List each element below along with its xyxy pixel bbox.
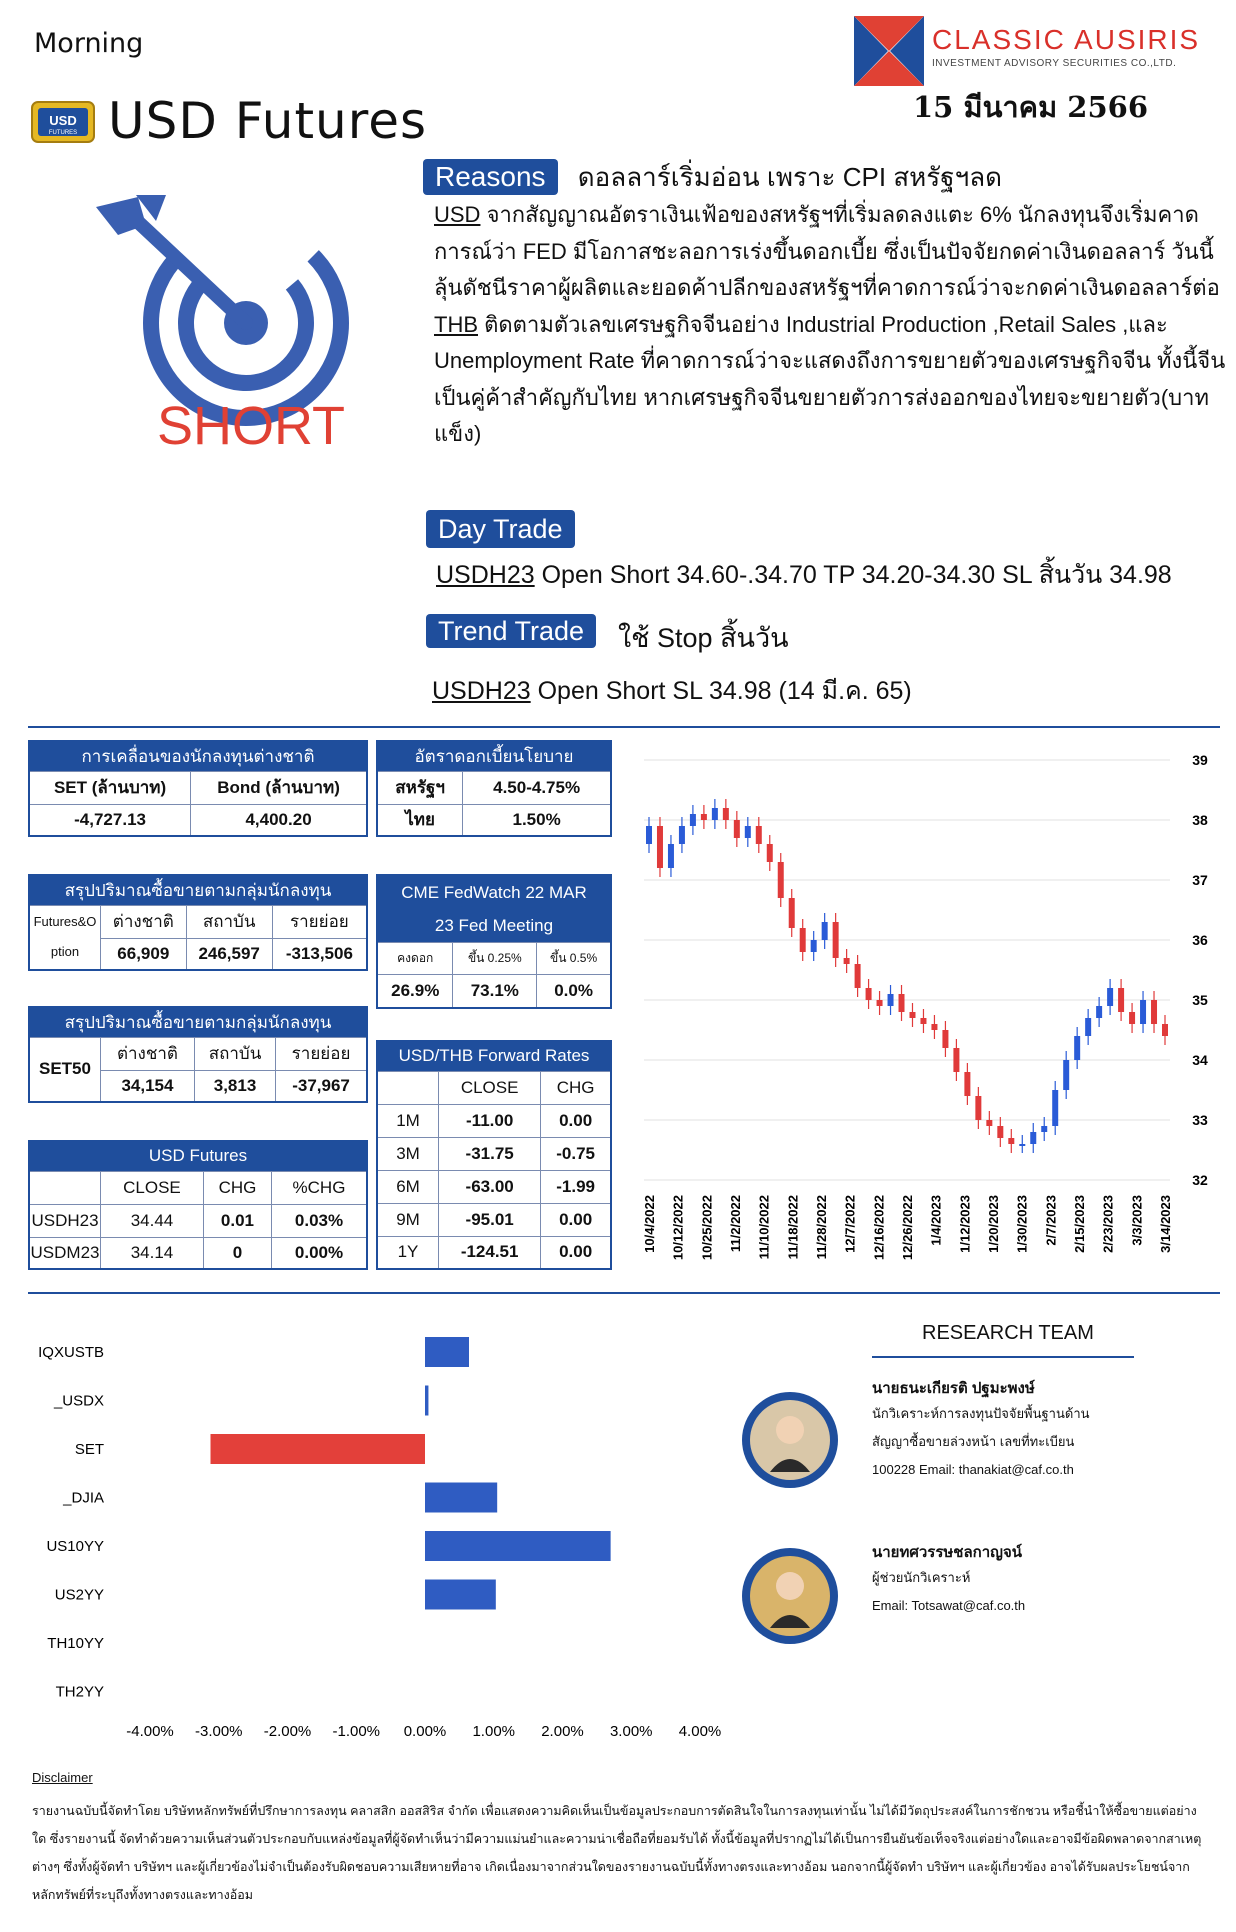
x-tick-label: 11/18/2022 (785, 1195, 801, 1260)
candle-body (1162, 1024, 1168, 1036)
usdthb-candlestick-chart (630, 740, 1230, 1280)
disclaimer-text: รายงานฉบับนี้จัดทำโดย บริษัทหลักทรัพย์ที่ปรึกษาการลงทุน คลาสสิก ออสสิริส จำกัด เพื่อแสดงความคิดเห็นเป็นข้อมูลประกอบการตัดสินใจในการลงทุนเท่านั้น ไม่ได้มีวัตถุประสงค์ในการชักชวน หรือชี้นำให้ซื้อขายแต่อย่างใด ซึ่งรายงานนี้ จัดทำด้วยความเห็นส่วนตัวประกอบกับแหล่งข้อมูลที่ผู้จัดทำเห็นว่ามีความแม่นยำและความน่าเชื่อถือที่ยอมรับได้ ทั้งนี้ข้อมูลที่ปรากฏไม่ได้เป็นการยืนยันข้อเท็จจริงแต่อย่างใดและอาจมีข้อผิดพลาดจากสาเหตุต่างๆ ซึ่งทั้งผู้จัดทำ บริษัทฯ และผู้เกี่ยวข้องไม่จำเป็นต้องรับผิดชอบความเสียหายที่อาจ เกิดเนื่องมาจากส่วนใดของรายงานฉบับนี้ทั้งทางตรงและทางอ้อม นอกจากนี้ผู้จัดทำ บริษัทฯ และผู้เกี่ยวข้อง อาจได้รับผลประโยชน์จากหลักทรัพย์ที่ระบุถึงทั้งทางตรงและทางอ้อม (32, 1804, 1202, 1902)
divider-mid (28, 1292, 1220, 1294)
candle-body (975, 1096, 981, 1120)
usd-reason (434, 197, 1234, 307)
futures-flow-label (29, 905, 101, 970)
day-trade-text: Open Short 34.60-.34.70 TP 34.20-34.30 SL สิ้นวัน 34.98 (534, 561, 1172, 589)
candle-body (1052, 1090, 1058, 1126)
bar (211, 1434, 426, 1464)
reasons-body (434, 197, 1234, 453)
candle-body (953, 1048, 959, 1072)
forward-h2: CHG (541, 1071, 611, 1104)
candle-body (778, 862, 784, 898)
trend-trade-line (432, 671, 912, 711)
x-tick-label: 10/25/2022 (699, 1195, 715, 1261)
candle-body (734, 820, 740, 838)
bar (425, 1483, 497, 1513)
candle-body (1019, 1144, 1025, 1146)
futures-flow-h3: รายย่อย (272, 905, 367, 938)
fedwatch-h1: คงดอก (377, 943, 453, 975)
analyst-1-line3: 100228 Email: thanakiat@caf.co.th (872, 1462, 1074, 1477)
usd-futures-sym: USDH23 (29, 1204, 101, 1237)
forward-tenor: 6M (377, 1170, 439, 1203)
forward-tenor: 9M (377, 1203, 439, 1236)
category-label: TH2YY (55, 1683, 104, 1701)
x-tick-label: 1.00% (472, 1723, 516, 1740)
y-tick-label: 35 (1192, 992, 1208, 1008)
trend-trade-tag: Trend Trade (426, 614, 596, 648)
forward-close: -63.00 (439, 1170, 541, 1203)
x-tick-label: 3/14/2023 (1158, 1195, 1173, 1253)
analyst-2-card (872, 1540, 1025, 1620)
category-label: TH10YY (47, 1635, 104, 1652)
policy-rate-r1-label: สหรัฐฯ (377, 771, 463, 804)
brand-subtitle: INVESTMENT ADVISORY SECURITIES CO.,LTD. (932, 58, 1177, 69)
candle-body (1096, 1006, 1102, 1018)
candle-body (745, 826, 751, 838)
x-tick-label: 2/7/2023 (1043, 1195, 1059, 1246)
x-tick-label: 1/4/2023 (928, 1195, 944, 1246)
futures-flow-label-bottom: ption (50, 944, 80, 960)
fedwatch-title1: CME FedWatch 22 MAR (401, 883, 587, 902)
day-trade-line (436, 555, 1172, 595)
trend-trade-header (426, 614, 596, 648)
x-tick-label: 11/2/2022 (728, 1195, 743, 1253)
futures-flow-v3: -313,506 (272, 938, 367, 970)
candle-body (712, 808, 718, 820)
foreign-flow-v1: -4,727.13 (29, 804, 191, 836)
fedwatch-h2: ขึ้น 0.25% (453, 943, 537, 975)
brand-logo-icon (854, 16, 924, 90)
usd-futures-chg: 0 (203, 1237, 271, 1269)
category-label: _DJIA (63, 1489, 104, 1507)
futures-flow-v1: 66,909 (101, 938, 187, 970)
foreign-flow-table (28, 740, 368, 837)
day-trade-tag: Day Trade (426, 510, 575, 548)
bar (425, 1337, 469, 1367)
day-trade-header (426, 510, 575, 548)
policy-rate-r2-label: ไทย (377, 804, 463, 836)
forward-tenor: 3M (377, 1137, 439, 1170)
fedwatch-h3: ขึ้น 0.5% (537, 943, 611, 975)
analyst-1-line1: นักวิเคราะห์การลงทุนปัจจัยพื้นฐานด้าน (872, 1406, 1090, 1421)
fedwatch-title (377, 875, 611, 943)
x-tick-label: 3/3/2023 (1129, 1195, 1145, 1246)
usd-futures-h1: CLOSE (101, 1171, 204, 1204)
set50-h2: สถาบัน (194, 1037, 275, 1070)
usd-futures-pct: 0.03% (271, 1204, 367, 1237)
candle-body (942, 1030, 948, 1048)
x-tick-label: 0.00% (403, 1723, 447, 1740)
candle-body (1107, 988, 1113, 1006)
forward-close: -124.51 (439, 1236, 541, 1269)
candle-body (668, 844, 674, 868)
usd-futures-chg: 0.01 (203, 1204, 271, 1237)
set50-flow-table (28, 1006, 368, 1103)
category-label: SET (74, 1441, 104, 1458)
candle-body (855, 964, 861, 988)
divider-top (28, 726, 1220, 728)
category-label: IQXUSTB (38, 1344, 104, 1361)
x-tick-label: 2/23/2023 (1100, 1195, 1116, 1253)
research-team-title: RESEARCH TEAM (922, 1322, 1094, 1344)
reasons-headline: ดอลลาร์เริ่มอ่อน เพราะ CPI สหรัฐฯลด (577, 162, 1003, 192)
usd-futures-badge-icon (30, 98, 96, 146)
usd-futures-table (28, 1140, 368, 1270)
futures-flow-title: สรุปปริมาณซื้อขายตามกลุ่มนักลงทุน (29, 875, 367, 905)
futures-flow-h1: ต่างชาติ (101, 905, 187, 938)
candle-body (1008, 1138, 1014, 1144)
session-label: Morning (34, 28, 144, 59)
foreign-flow-col1: SET (ล้านบาท) (29, 771, 191, 804)
set50-label: SET50 (29, 1037, 101, 1102)
y-tick-label: 37 (1192, 872, 1208, 888)
foreign-flow-title: การเคลื่อนของนักลงทุนต่างชาติ (29, 741, 367, 771)
candle-body (789, 898, 795, 928)
forward-h1: CLOSE (439, 1071, 541, 1104)
research-team-underline (872, 1356, 1134, 1358)
thb-key: THB (434, 311, 478, 337)
y-tick-label: 38 (1192, 812, 1208, 828)
candle-body (1129, 1012, 1135, 1024)
candle-body (1140, 1000, 1146, 1024)
usd-futures-pct: 0.00% (271, 1237, 367, 1269)
x-tick-label: 1/20/2023 (986, 1195, 1001, 1253)
fedwatch-title2: 23 Fed Meeting (434, 916, 554, 935)
category-label: US2YY (54, 1586, 104, 1604)
candle-body (811, 940, 817, 952)
candle-body (931, 1024, 937, 1030)
table-row (377, 1170, 611, 1203)
candle-body (822, 922, 828, 940)
x-tick-label: 1/30/2023 (1014, 1195, 1030, 1253)
forward-tenor: 1M (377, 1104, 439, 1137)
set50-h1: ต่างชาติ (101, 1037, 195, 1070)
policy-rate-table (376, 740, 612, 837)
fedwatch-v3: 0.0% (537, 975, 611, 1008)
forward-rates-table (376, 1040, 612, 1270)
forward-chg: -0.75 (541, 1137, 611, 1170)
candle-body (679, 826, 685, 844)
y-tick-label: 33 (1192, 1112, 1208, 1128)
candle-body (657, 826, 663, 868)
forward-chg: 0.00 (541, 1236, 611, 1269)
table-row (29, 1237, 367, 1269)
trend-trade-symbol: USDH23 (432, 677, 531, 705)
x-tick-label: 12/26/2022 (900, 1195, 915, 1261)
x-tick-label: 10/4/2022 (642, 1195, 657, 1253)
candle-body (986, 1120, 992, 1126)
forward-chg: 0.00 (541, 1104, 611, 1137)
analyst-avatar (742, 1548, 838, 1644)
candle-body (909, 1012, 915, 1018)
policy-rate-title: อัตราดอกเบี้ยนโยบาย (377, 741, 611, 771)
candle-body (1041, 1126, 1047, 1132)
x-tick-label: -3.00% (194, 1723, 243, 1740)
category-label: _USDX (53, 1392, 104, 1410)
analyst-1-name: นายธนะเกียรติ ปฐมะพงษ์ (872, 1380, 1035, 1397)
y-tick-label: 36 (1192, 932, 1208, 948)
table-row (377, 1203, 611, 1236)
analyst-1-line2: สัญญาซื้อขายล่วงหน้า เลขที่ทะเบียน (872, 1434, 1075, 1449)
candle-body (899, 994, 905, 1012)
y-tick-label: 39 (1192, 752, 1208, 768)
market-change-bar-chart (20, 1310, 722, 1750)
usd-reason-text: จากสัญญาณอัตราเงินเฟ้อของสหรัฐฯที่เริ่มลดลงแตะ 6% นักลงทุนจึงเริ่มคาดการณ์ว่า FED มีโอกาสชะลอการเร่งขึ้นดอกเบี้ย ซึ่งเป็นปัจจัยกดค่าเงินดอลลาร์ วันนี้ลุ้นดัชนีราคาผู้ผลิตและยอดค้าปลีกของสหรัฐฯที่คาดการณ์ว่าจะกดค่าเงินดอลลาร์ต่อ (434, 202, 1220, 300)
x-tick-label: 11/10/2022 (756, 1195, 772, 1260)
fedwatch-v1: 26.9% (377, 975, 453, 1008)
analyst-2-name: นายทศวรรษชลกาญจน์ (872, 1544, 1022, 1561)
forward-chg: 0.00 (541, 1203, 611, 1236)
usd-futures-close: 34.44 (101, 1204, 204, 1237)
candle-body (997, 1126, 1003, 1138)
candle-body (1085, 1018, 1091, 1036)
set50-v2: 3,813 (194, 1070, 275, 1102)
trend-trade-stop: ใช้ Stop สิ้นวัน (618, 623, 789, 653)
forward-title: USD/THB Forward Rates (377, 1041, 611, 1071)
thb-reason (434, 307, 1234, 453)
x-tick-label: 3.00% (609, 1723, 653, 1740)
candle-body (756, 826, 762, 844)
usd-futures-h2: CHG (203, 1171, 271, 1204)
y-tick-label: 34 (1192, 1052, 1208, 1068)
futures-flow-v2: 246,597 (186, 938, 272, 970)
analyst-2-line2: Email: Totsawat@caf.co.th (872, 1598, 1026, 1613)
candle-body (646, 826, 652, 844)
candle-body (690, 814, 696, 826)
x-tick-label: -2.00% (263, 1723, 312, 1740)
futures-flow-table (28, 874, 368, 971)
x-tick-label: 12/16/2022 (871, 1195, 887, 1261)
usd-futures-h3: %CHG (271, 1171, 367, 1204)
x-tick-label: -1.00% (332, 1723, 381, 1740)
analyst-avatar (742, 1392, 838, 1488)
x-tick-label: 2.00% (541, 1723, 584, 1740)
candle-body (964, 1072, 970, 1096)
foreign-flow-v2: 4,400.20 (191, 804, 367, 836)
candle-body (888, 994, 894, 1006)
forward-chg: -1.99 (541, 1170, 611, 1203)
x-tick-label: 1/12/2023 (957, 1195, 973, 1253)
y-tick-label: 32 (1192, 1172, 1208, 1188)
usd-badge-text: USD (49, 113, 77, 128)
x-tick-label: 10/12/2022 (670, 1195, 686, 1261)
forward-close: -31.75 (439, 1137, 541, 1170)
bar (425, 1580, 496, 1610)
reasons-tag: Reasons (423, 159, 558, 195)
fedwatch-table (376, 874, 612, 1009)
candle-body (701, 814, 707, 820)
candle-body (1151, 1000, 1157, 1024)
usd-futures-title: USD Futures (29, 1141, 367, 1171)
policy-rate-r2-value: 1.50% (463, 804, 611, 836)
x-tick-label: -4.00% (126, 1723, 174, 1740)
table-row (29, 1204, 367, 1237)
day-trade-symbol: USDH23 (436, 561, 535, 589)
usd-futures-close: 34.14 (101, 1237, 204, 1269)
usd-futures-sym: USDM23 (29, 1237, 101, 1269)
foreign-flow-col2: Bond (ล้านบาท) (191, 771, 367, 804)
candle-body (844, 958, 850, 964)
x-tick-label: 11/28/2022 (814, 1195, 829, 1260)
bar (425, 1531, 611, 1561)
candle-body (920, 1018, 926, 1024)
candle-body (866, 988, 872, 1000)
forward-tenor: 1Y (377, 1236, 439, 1269)
set50-flow-title: สรุปปริมาณซื้อขายตามกลุ่มนักลงทุน (29, 1007, 367, 1037)
candle-body (800, 928, 806, 952)
disclaimer-title: Disclaimer (32, 1770, 93, 1785)
trend-trade-text: Open Short SL 34.98 (14 มี.ค. 65) (530, 677, 912, 705)
policy-rate-r1-value: 4.50-4.75% (463, 771, 611, 804)
fedwatch-v2: 73.1% (453, 975, 537, 1008)
target-arrow-icon (96, 195, 346, 399)
usd-key: USD (434, 202, 481, 227)
report-date: 15 มีนาคม 2566 (913, 90, 1149, 124)
futures-flow-h2: สถาบัน (186, 905, 272, 938)
futures-flow-label-top: Futures&O (33, 914, 97, 930)
x-tick-label: 2/15/2023 (1072, 1195, 1087, 1253)
analyst-1-card (872, 1376, 1090, 1484)
candle-body (1030, 1132, 1036, 1144)
bar (425, 1386, 428, 1416)
set50-v1: 34,154 (101, 1070, 195, 1102)
candle-body (1074, 1036, 1080, 1060)
forward-close: -95.01 (439, 1203, 541, 1236)
signal-label: SHORT (157, 396, 346, 456)
table-row (377, 1104, 611, 1137)
candle-body (1063, 1060, 1069, 1090)
set50-h3: รายย่อย (276, 1037, 367, 1070)
table-row (377, 1236, 611, 1269)
category-label: US10YY (46, 1538, 104, 1555)
x-tick-label: 4.00% (678, 1723, 722, 1740)
candle-body (833, 922, 839, 958)
brand-name: CLASSIC AUSIRIS (932, 24, 1201, 55)
candle-body (877, 1000, 883, 1006)
table-row (377, 1137, 611, 1170)
x-tick-label: 12/7/2022 (842, 1195, 858, 1253)
candle-body (723, 808, 729, 820)
product-title: USD Futures (108, 92, 428, 150)
candle-body (767, 844, 773, 862)
thb-reason-text: ติดตามตัวเลขเศรษฐกิจจีนอย่าง Industrial Production ,Retail Sales ,และ Unemployment Rate ที่คาดการณ์ว่าจะแสดงถึงการขยายตัวของเศรษฐกิจจีน ทั้งนี้จีนเป็นคู่ค้าสำคัญกับไทย หากเศรษฐกิจจีนขยายตัวการส่งออกของไทยจะขยายตัว(บาทแข็ง) (434, 311, 1226, 446)
reasons-header (423, 157, 1002, 198)
candle-body (1118, 988, 1124, 1012)
analyst-2-line1: ผู้ช่วยนักวิเคราะห์ (872, 1570, 971, 1585)
usd-badge-sub: FUTURES (48, 130, 78, 136)
set50-v3: -37,967 (276, 1070, 367, 1102)
forward-close: -11.00 (439, 1104, 541, 1137)
